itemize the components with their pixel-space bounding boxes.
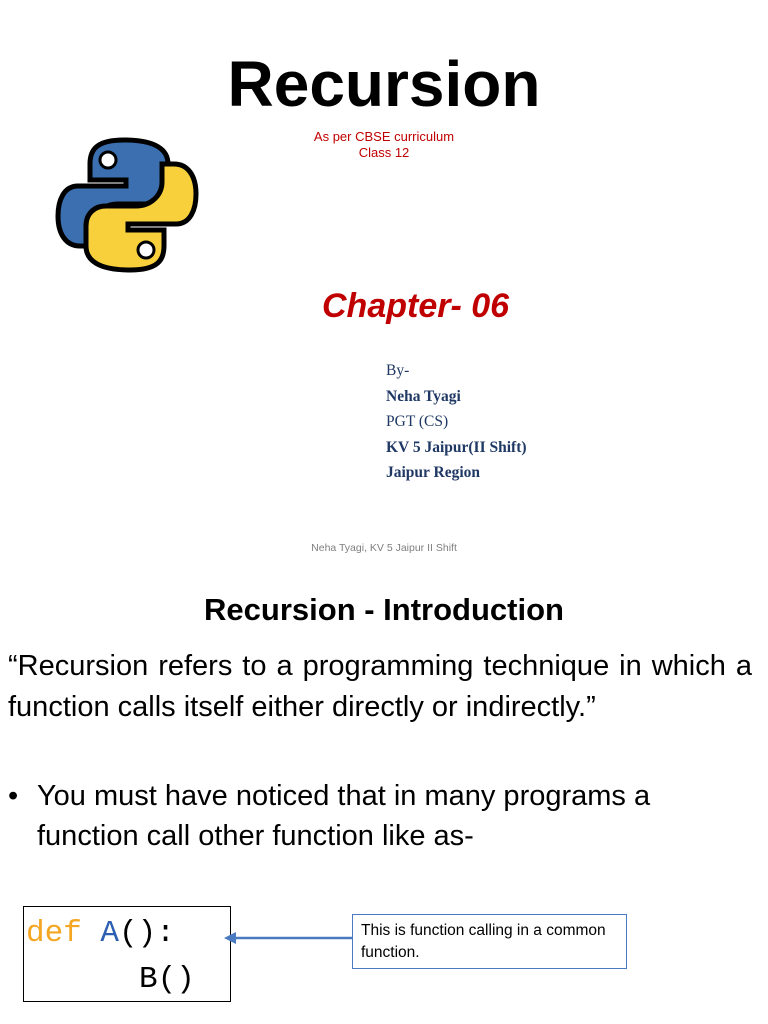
- callout-box: This is function calling in a common function.: [352, 914, 627, 969]
- author-region: Jaipur Region: [386, 464, 481, 481]
- bullet-text: You must have noticed that in many programs a function call other function like as-: [37, 780, 651, 852]
- bullet-icon: •: [8, 780, 19, 812]
- introduction-slide: [0, 570, 768, 1024]
- author-school: KV 5 Jaipur(II Shift): [386, 438, 527, 456]
- author-designation: PGT (CS): [386, 413, 449, 430]
- arrow-left-icon: [222, 928, 354, 948]
- subtitle-curriculum: As per CBSE curriculum: [313, 129, 455, 144]
- code-function-name: A: [100, 916, 120, 951]
- code-line-call: B(): [139, 962, 195, 997]
- author-name: Neha Tyagi: [386, 387, 461, 405]
- slide-title: Recursion - Introduction: [204, 592, 564, 627]
- code-line-def: [26, 916, 175, 952]
- recursion-definition: “Recursion refers to a programming technique in which a function calls itself either directly or indirectly.”: [8, 650, 752, 723]
- author-by: By-: [386, 362, 410, 379]
- python-logo-icon: [52, 130, 200, 278]
- slide-footer: Neha Tyagi, KV 5 Jaipur II Shift: [311, 542, 457, 554]
- code-keyword: def: [26, 916, 82, 951]
- author-block: [386, 358, 527, 486]
- chapter-number: Chapter- 06: [322, 287, 510, 325]
- code-signature: ():: [119, 916, 175, 951]
- slide-title: Recursion: [227, 48, 541, 120]
- subtitle-class: Class 12: [358, 145, 410, 160]
